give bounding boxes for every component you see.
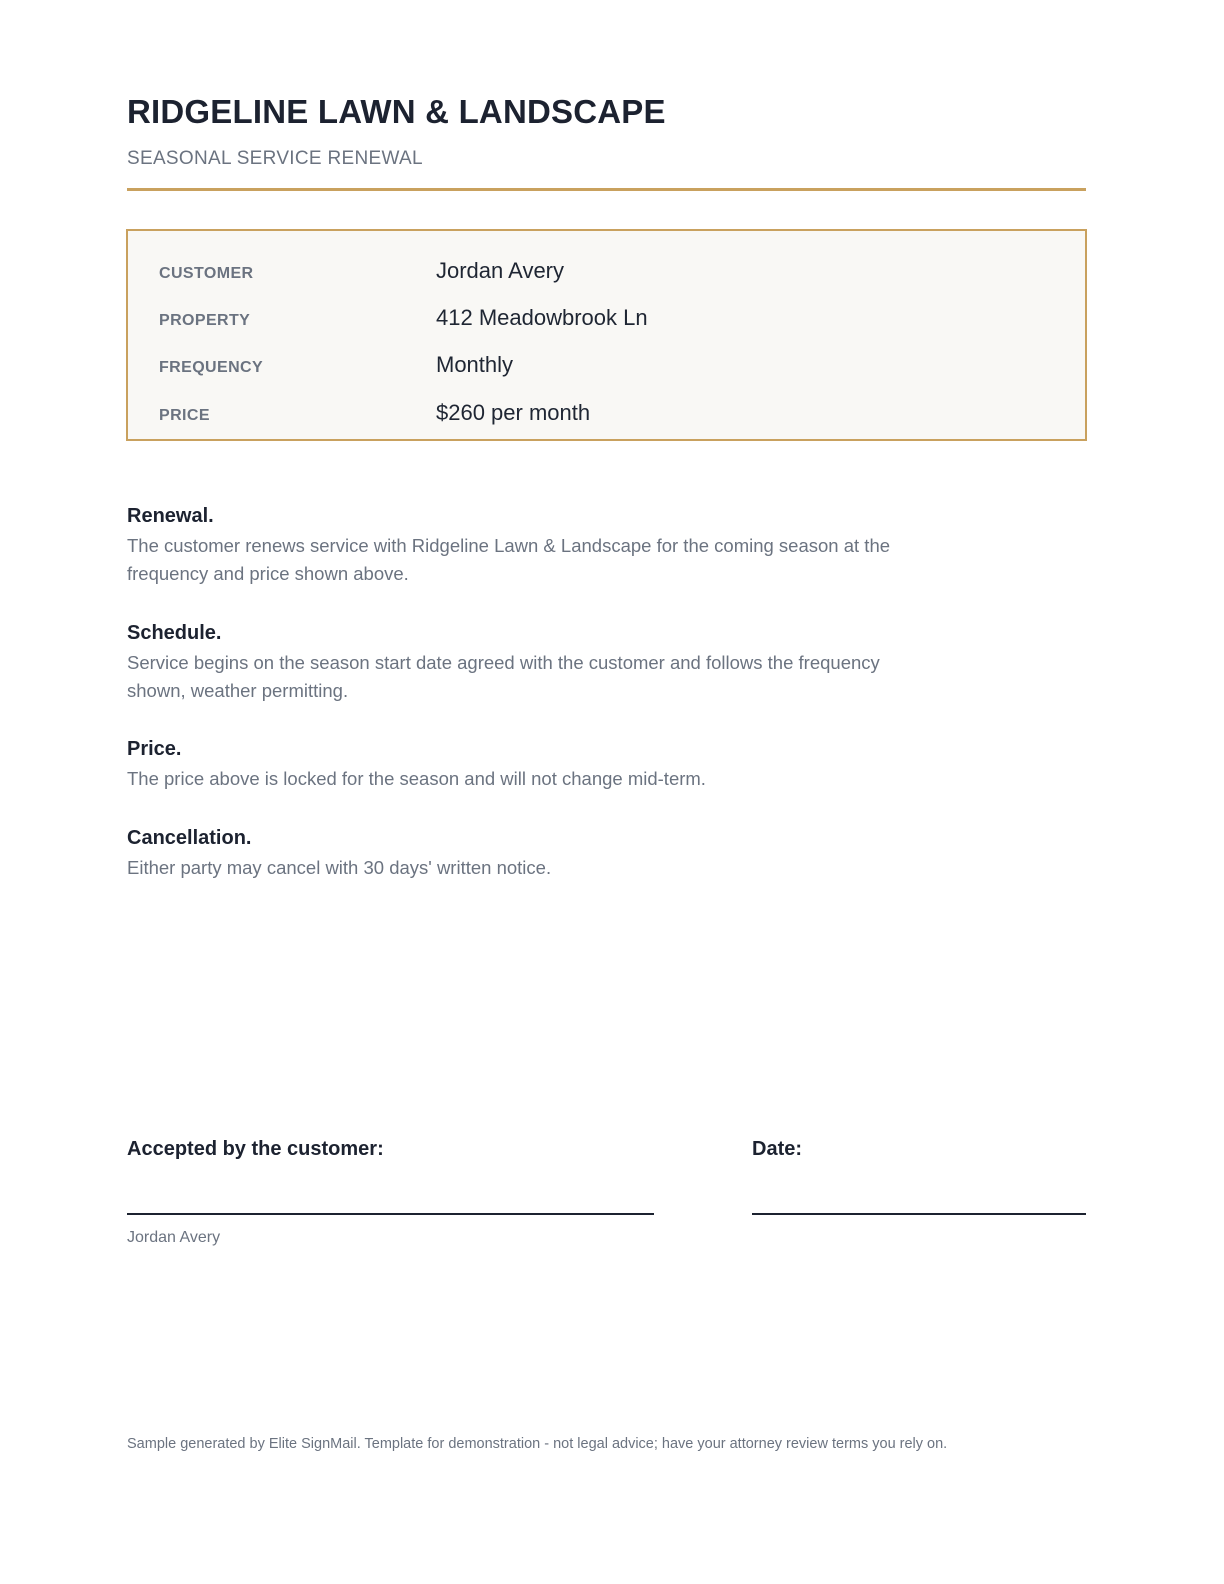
clause-heading-renewal: Renewal.: [127, 505, 214, 527]
detail-value-frequency: Monthly: [436, 352, 514, 377]
date-signature-line[interactable]: [752, 1213, 1086, 1215]
date-label: Date:: [752, 1138, 803, 1160]
detail-label-frequency: FREQUENCY: [159, 359, 264, 376]
detail-value-property: 412 Meadowbrook Ln: [436, 305, 648, 330]
clause-heading-cancellation: Cancellation.: [127, 827, 252, 849]
detail-row-frequency: [128, 351, 1085, 381]
signer-name: Jordan Avery: [127, 1229, 221, 1246]
customer-signature-line[interactable]: [127, 1213, 654, 1215]
page-title: RIDGELINE LAWN & LANDSCAPE: [127, 93, 666, 130]
clause-line: The customer renews service with Ridgeline Lawn & Landscape for the coming season at the: [127, 535, 891, 556]
detail-value-price: $260 per month: [436, 400, 591, 425]
detail-label-customer: CUSTOMER: [159, 265, 254, 282]
clause-body-renewal: [127, 532, 927, 588]
footer-disclaimer: Sample generated by Elite SignMail. Template for demonstration - not legal advice; have your attorney review terms you rely on.: [127, 1436, 948, 1452]
clause-line: Either party may cancel with 30 days' written notice.: [127, 857, 552, 878]
clause-line: frequency and price shown above.: [127, 563, 409, 584]
detail-label-price: PRICE: [159, 407, 210, 424]
detail-value-customer: Jordan Avery: [436, 258, 565, 283]
clause-heading-price: Price.: [127, 738, 182, 760]
clause-body-schedule: [127, 649, 927, 705]
header-divider: [127, 188, 1086, 191]
clause-heading-schedule: Schedule.: [127, 622, 222, 644]
clause-line: The price above is locked for the season and will not change mid-term.: [127, 768, 706, 789]
clause-line: shown, weather permitting.: [127, 680, 349, 701]
service-details-panel: [126, 229, 1087, 441]
document-subtitle: SEASONAL SERVICE RENEWAL: [127, 148, 423, 169]
detail-row-customer: [128, 257, 1085, 287]
clause-body-price: [127, 765, 927, 793]
detail-row-property: [128, 304, 1085, 334]
detail-label-property: PROPERTY: [159, 312, 251, 329]
customer-acceptance-label: Accepted by the customer:: [127, 1138, 384, 1160]
detail-row-price: [128, 399, 1085, 429]
clause-body-cancellation: [127, 854, 927, 882]
clause-line: Service begins on the season start date agreed with the customer and follows the frequency: [127, 652, 880, 673]
